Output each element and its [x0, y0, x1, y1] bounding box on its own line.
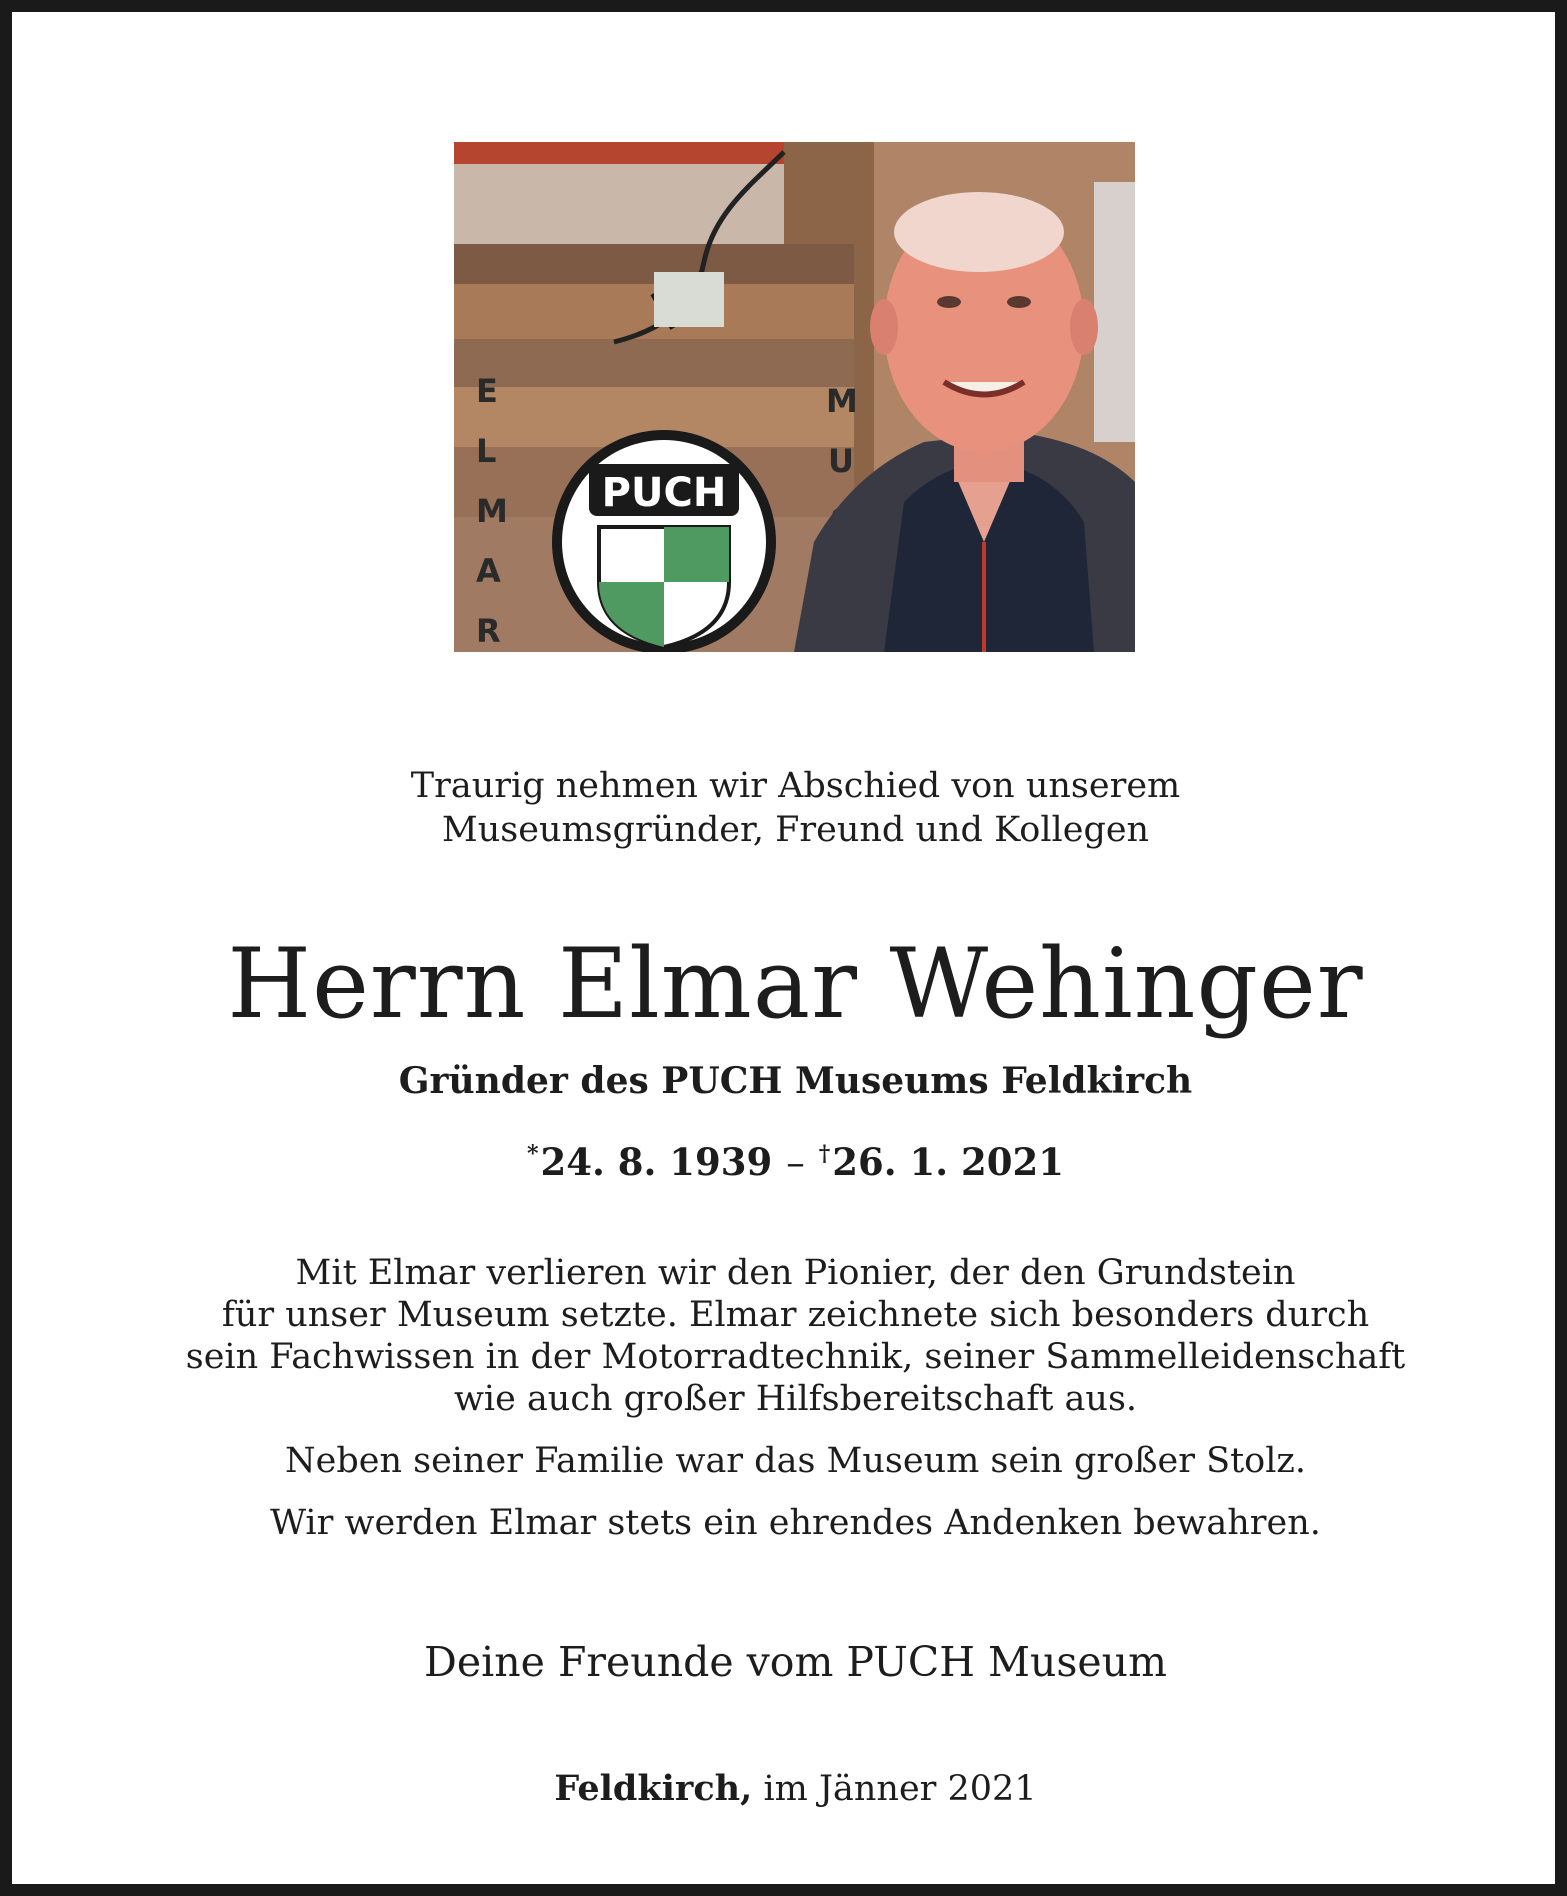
sign-letter: U	[828, 442, 854, 480]
place-date	[12, 1766, 1567, 1812]
deceased-role: Gründer des PUCH Museums Feldkirch	[398, 1060, 1193, 1102]
portrait-photo	[454, 142, 1135, 652]
sign-letter: M	[476, 492, 508, 530]
sign-letter: L	[476, 432, 497, 470]
place-city: Feldkirch,	[554, 1768, 753, 1809]
svg-text:PUCH: PUCH	[601, 470, 727, 516]
sign-letter: A	[476, 552, 501, 590]
deceased-name: Herrn Elmar Wehinger	[227, 928, 1364, 1040]
tribute-line: sein Fachwissen in der Motorradtechnik, seiner Sammelleidenschaft	[185, 1337, 1406, 1377]
sign-letter: M	[826, 382, 858, 420]
tribute-paragraph: Neben seiner Familie war das Museum sein großer Stolz.	[285, 1441, 1306, 1481]
intro-line: Traurig nehmen wir Abschied von unserem	[410, 766, 1181, 806]
place-date-text: im Jänner 2021	[763, 1769, 1037, 1809]
date-dash: –	[786, 1141, 805, 1184]
tribute-text	[12, 1252, 1567, 1544]
tribute-line: Mit Elmar verlieren wir den Pionier, der den Grundstein	[295, 1253, 1296, 1293]
death-date: 26. 1. 2021	[832, 1140, 1065, 1184]
intro-line: Museumsgründer, Freund und Kollegen	[441, 810, 1150, 850]
signature: Deine Freunde vom PUCH Museum	[424, 1638, 1167, 1686]
birth-symbol: *	[526, 1141, 539, 1167]
tribute-line: für unser Museum setzte. Elmar zeichnete sich besonders durch	[221, 1295, 1370, 1335]
birth-date: 24. 8. 1939	[540, 1140, 773, 1184]
life-dates	[12, 1130, 1567, 1187]
sign-letter: E	[476, 372, 498, 410]
tribute-paragraph: Wir werden Elmar stets ein ehrendes Andenken bewahren.	[270, 1503, 1321, 1543]
death-symbol: †	[818, 1141, 831, 1167]
sign-letter: R	[476, 612, 501, 650]
puch-logo	[552, 430, 776, 652]
intro-text	[12, 764, 1567, 852]
tribute-line: wie auch großer Hilfsbereitschaft aus.	[453, 1379, 1138, 1419]
